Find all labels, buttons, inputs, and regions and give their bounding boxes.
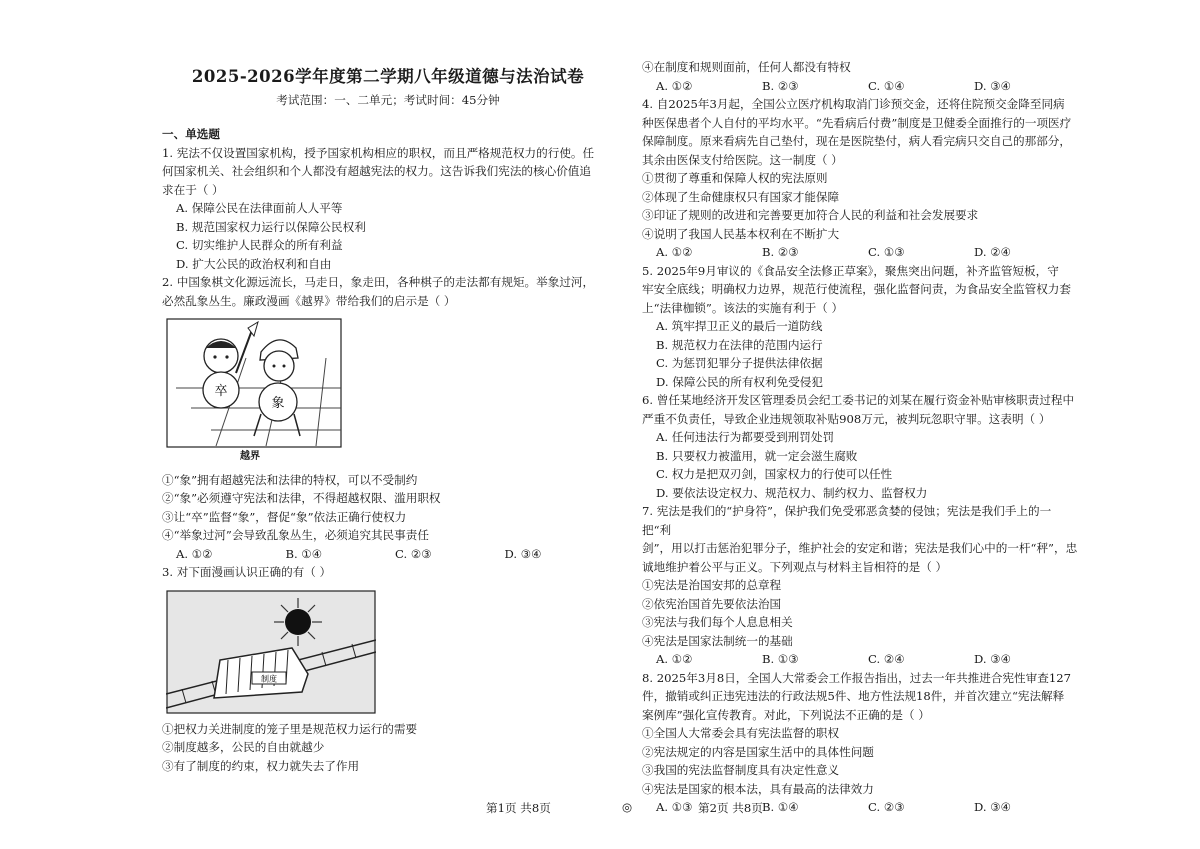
chess-cartoon-illustration bbox=[166, 318, 342, 448]
option-c: C. 权力是把双刃剑，国家权力的行使可以任性 bbox=[656, 467, 893, 481]
statement: ②“象”必须遵守宪法和法律，不得超越权限、滥用职权 bbox=[162, 491, 441, 505]
choice-row bbox=[642, 243, 1080, 262]
statement: ①“象”拥有超越宪法和法律的特权，可以不受制约 bbox=[162, 472, 418, 487]
choice-a: A. ①② bbox=[176, 546, 213, 561]
statement: ④“举象过河”会导致乱象丛生，必须追究其民事责任 bbox=[162, 528, 429, 542]
option-d: D. 要依法设定权力、规范权力、制约权力、监督权力 bbox=[656, 485, 928, 500]
choice-d: D. ③④ bbox=[974, 800, 1012, 814]
statement: ③我国的宪法监督制度具有决定性意义 bbox=[642, 763, 840, 777]
cartoon-yuejie bbox=[166, 318, 342, 448]
cage-train-illustration bbox=[166, 590, 376, 714]
exam-title: 2025-2026学年度第二学期八年级道德与法治试卷 bbox=[191, 67, 585, 86]
choice-row bbox=[642, 77, 1080, 96]
question-line: 4. 自2025年3月起，全国公立医疗机构取消门诊预交金，还将住院预交金降至同病 bbox=[642, 97, 1065, 111]
figure-caption: 越界 bbox=[240, 451, 260, 462]
choice-b: B. ②③ bbox=[762, 78, 799, 93]
question-2 bbox=[162, 273, 614, 563]
question-line: 必然乱象丛生。廉政漫画《越界》带给我们的启示是（ ） bbox=[162, 293, 456, 308]
question-line: 7. 宪法是我们的“护身符”，保护我们免受邪恶贪婪的侵蚀；宪法是我们手上的一把“利 bbox=[642, 504, 1052, 537]
choice-b: B. ①④ bbox=[762, 800, 799, 814]
choice-c: C. ①③ bbox=[868, 245, 905, 259]
statement: ②体现了生命健康权只有国家才能保障 bbox=[642, 189, 840, 204]
statement: ②宪法规定的内容是国家生活中的具体性问题 bbox=[642, 744, 874, 759]
option-d: D. 扩大公民的政治权利和自由 bbox=[176, 256, 332, 271]
option-c: C. 切实维护人民群众的所有利益 bbox=[176, 238, 343, 252]
question-8 bbox=[642, 669, 1080, 817]
chess-char-xiang: 象 bbox=[271, 396, 285, 411]
question-5 bbox=[642, 262, 1080, 392]
choice-row bbox=[162, 545, 614, 564]
section-heading: 一、单选题 bbox=[162, 127, 220, 141]
question-line: 6. 曾任某地经济开发区管理委员会纪工委书记的刘某在履行资金补贴审核职责过程中 bbox=[642, 393, 1075, 407]
left-column bbox=[162, 0, 614, 775]
statement: ④宪法是国家法制统一的基础 bbox=[642, 633, 793, 648]
right-column bbox=[642, 58, 1080, 817]
statement: ①全国人大常委会具有宪法监督的职权 bbox=[642, 726, 840, 740]
question-line: 诚地维护着公平与正义。下列观点与材料主旨相符的是（ ） bbox=[642, 559, 948, 574]
question-line: 上“法律枷锁”。该法的实施有利于（ ） bbox=[642, 300, 844, 315]
cartoon-zhidu bbox=[166, 590, 376, 714]
cage-label: 制度 bbox=[261, 674, 277, 683]
statement: ②依宪治国首先要依法治国 bbox=[642, 596, 782, 611]
question-line: 保障制度。原来看病先自己垫付，现在是医院垫付，病人看完病只交自己的那部分， bbox=[642, 134, 1071, 148]
option-b: B. 规范权力在法律的范围内运行 bbox=[656, 337, 823, 352]
option-a: A. 任何违法行为都要受到刑罚处罚 bbox=[656, 430, 835, 444]
choice-d: D. ③④ bbox=[974, 652, 1012, 666]
statement: ④说明了我国人民基本权利在不断扩大 bbox=[642, 226, 840, 241]
page-number-left: 第1页 共8页 bbox=[486, 801, 551, 815]
chess-char-zu: 卒 bbox=[214, 384, 228, 399]
choice-d: D. ②④ bbox=[974, 245, 1012, 259]
question-line: 其余由医保支付给医院。这一制度（ ） bbox=[642, 152, 843, 167]
option-a: A. 保障公民在法律面前人人平等 bbox=[176, 201, 343, 215]
choice-b: B. ①④ bbox=[285, 546, 323, 561]
question-line: 案例库”强化宣传教育。对此，下列说法不正确的是（ ） bbox=[642, 707, 930, 722]
choice-d: D. ③④ bbox=[974, 78, 1012, 93]
question-line: 种医保患者个人自付的平均水平。“先看病后付费”制度是卫健委全面推行的一项医疗 bbox=[642, 115, 1072, 130]
question-line: 件，撤销或纠正违宪违法的行政法规5件、地方性法规18件，并首次建立“宪法解释 bbox=[642, 689, 1065, 703]
question-line: 5. 2025年9月审议的《食品安全法修正草案》，聚焦突出问题，补齐监管短板，守 bbox=[642, 263, 1059, 278]
statement: ③宪法与我们每个人息息相关 bbox=[642, 615, 793, 629]
statement: ①把权力关进制度的笼子里是规范权力运行的需要 bbox=[162, 721, 418, 736]
statement: ④宪法是国家的根本法，具有最高的法律效力 bbox=[642, 781, 874, 796]
statement: ①宪法是治国安邦的总章程 bbox=[642, 578, 782, 592]
statement: ③让“卒”监督“象”，督促“象”依法正确行使权力 bbox=[162, 509, 407, 524]
choice-row bbox=[642, 650, 1080, 669]
question-4 bbox=[642, 95, 1080, 262]
statement: ①贯彻了尊重和保障人权的宪法原则 bbox=[642, 171, 828, 185]
statement: ④在制度和规则面前，任何人都没有特权 bbox=[642, 60, 851, 74]
statement: ③有了制度的约束，权力就失去了作用 bbox=[162, 758, 360, 773]
option-b: B. 只要权力被滥用，就一定会滋生腐败 bbox=[656, 448, 858, 463]
question-line: 2. 中国象棋文化源远流长，马走日，象走田，各种棋子的走法都有规矩。举象过河， bbox=[162, 275, 595, 289]
question-7 bbox=[642, 502, 1080, 669]
statement: ②制度越多，公民的自由就越少 bbox=[162, 740, 325, 754]
option-d: D. 保障公民的所有权利免受侵犯 bbox=[656, 374, 823, 389]
option-a: A. 筑牢捍卫正义的最后一道防线 bbox=[656, 319, 823, 333]
choice-a: A. ①② bbox=[656, 245, 693, 259]
question-line: 8. 2025年3月8日，全国人大常委会工作报告指出，过去一年共推进合宪性审查127 bbox=[642, 670, 1071, 685]
choice-d: D. ③④ bbox=[504, 546, 542, 561]
question-3 bbox=[162, 563, 614, 775]
option-b: B. 规范国家权力运行以保障公民权利 bbox=[176, 219, 366, 234]
choice-c: C. ②④ bbox=[868, 652, 905, 666]
question-line: 1. 宪法不仅设置国家机构，授予国家机构相应的职权，而且严格规范权力的行使。任 bbox=[162, 145, 595, 160]
question-line: 求在于（ ） bbox=[162, 182, 224, 197]
page-number-right: 第2页 共8页 bbox=[698, 801, 763, 815]
choice-c: C. ②③ bbox=[868, 800, 905, 814]
choice-b: B. ①③ bbox=[762, 652, 799, 666]
question-line: 3. 对下面漫画认识正确的有（ ） bbox=[162, 565, 332, 579]
choice-a: A. ①② bbox=[656, 652, 693, 666]
question-1 bbox=[162, 144, 614, 274]
question-line: 剑”，用以打击惩治犯罪分子，维护社会的安定和谐；宪法是我们心中的一杆“秤”，忠 bbox=[642, 541, 1078, 555]
exam-subtitle: 考试范围：一、二单元；考试时间：45分钟 bbox=[276, 92, 500, 107]
option-c: C. 为惩罚犯罪分子提供法律依据 bbox=[656, 356, 823, 370]
question-line: 严重不负责任，导致企业违规领取补贴908万元，被判玩忽职守罪。这表明（ ） bbox=[642, 411, 1051, 426]
choice-a: A. ①② bbox=[656, 78, 693, 93]
question-line: 何国家机关、社会组织和个人都没有超越宪法的权力。这告诉我们宪法的核心价值追 bbox=[162, 164, 591, 178]
choice-a: A. ①③ bbox=[656, 800, 693, 814]
statement: ③印证了规则的改进和完善要更加符合人民的利益和社会发展要求 bbox=[642, 208, 979, 222]
center-mark: ◎ bbox=[622, 800, 633, 814]
choice-c: C. ①④ bbox=[868, 78, 905, 93]
question-6 bbox=[642, 391, 1080, 502]
choice-c: C. ②③ bbox=[395, 546, 432, 561]
question-line: 牢安全底线；明确权力边界，规范行使流程，强化监督问责，为食品安全监管权力套 bbox=[642, 282, 1071, 296]
choice-b: B. ②③ bbox=[762, 245, 799, 259]
